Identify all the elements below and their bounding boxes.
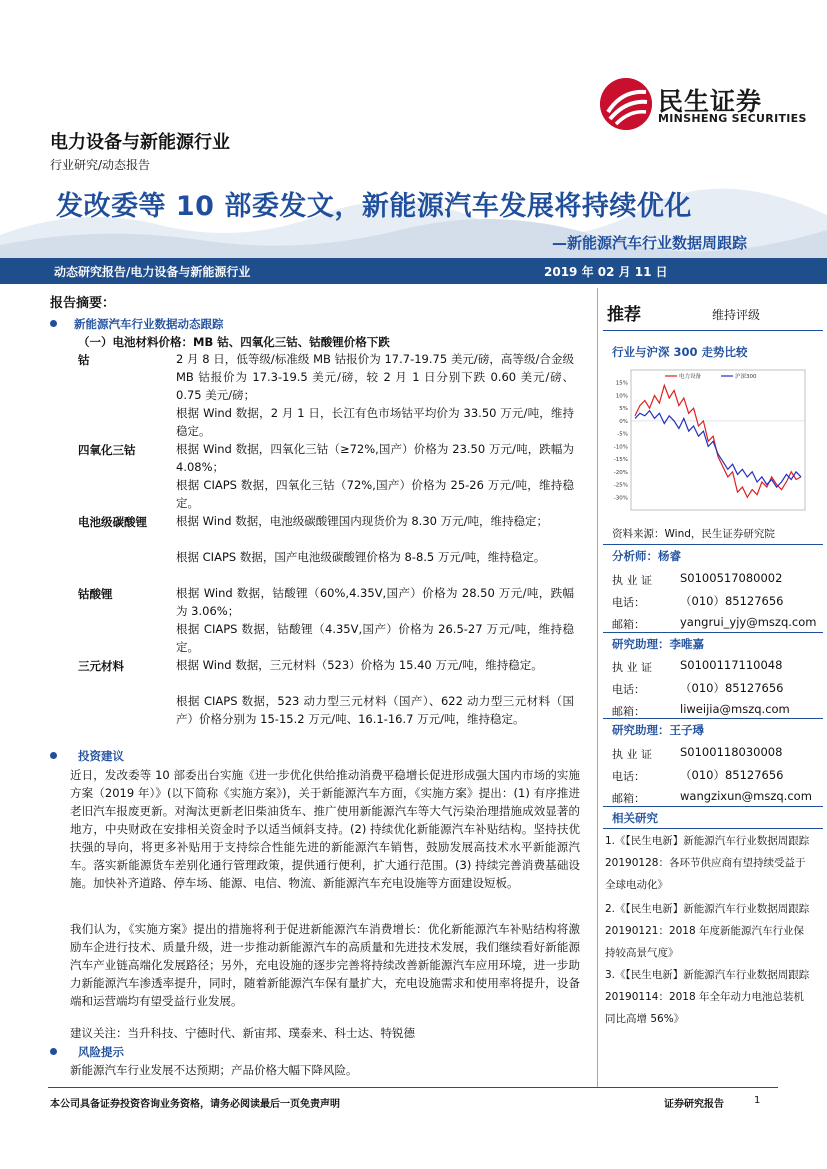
summary-title: 报告摘要： [50, 296, 116, 311]
related-report-link[interactable]: 2.《【民生电新】新能源汽车行业数据周跟踪 20190121：2018 年度新能源汽车行业保持较高景气度》 [605, 903, 810, 959]
tel-label: 电话： [612, 770, 645, 783]
footer-divider [48, 1087, 778, 1088]
legend-label: 沪深300 [735, 374, 757, 380]
y-tick-label: 15% [615, 380, 628, 387]
rating-value: 维持评级 [712, 308, 761, 322]
page-title: 发改委等 10 部委发文，新能源汽车发展将持续优化 [56, 191, 692, 222]
analyst-divider [603, 632, 823, 633]
analyst-role: 分析师：杨睿 [612, 549, 681, 563]
tel-number: （010）85127656 [680, 768, 784, 782]
logo-brand-en: MINSHENG SECURITIES [658, 112, 807, 125]
item-paragraph: 根据 CIAPS 数据，四氧化三钴（72%,国产）价格为 25-26 万元/吨，维持稳定。 [176, 478, 574, 510]
cert-number: S0100118030008 [680, 745, 783, 759]
bullet-dot-icon [50, 320, 57, 327]
analyst-role: 研究助理：李唯嘉 [612, 637, 704, 651]
related-research-title: 相关研究 [612, 811, 658, 825]
item-label: 三元材料 [78, 659, 124, 673]
cert-label: 执 业 证 [612, 574, 652, 587]
item-label: 钴酸锂 [78, 587, 113, 601]
item-label: 钴 [78, 353, 90, 367]
item-label: 电池级碳酸锂 [78, 515, 147, 529]
mail-label: 邮箱： [612, 705, 645, 718]
subsection-heading-prices: （一）电池材料价格：MB 钴、四氧化三钴、钴酸锂价格下跌 [78, 335, 390, 349]
analyst-divider [603, 544, 823, 545]
y-tick-label: -30% [613, 495, 628, 502]
chart-source: 资料来源：Wind，民生证券研究院 [612, 528, 775, 540]
item-paragraph: 根据 Wind 数据，电池级碳酸锂国内现货价为 8.30 万元/吨，维持稳定； [176, 514, 549, 528]
y-tick-label: -20% [613, 469, 628, 476]
item-paragraph: 根据 Wind 数据，三元材料（523）价格为 15.40 万元/吨，维持稳定。 [176, 658, 543, 672]
risk-paragraph: 新能源汽车行业发展不达预期；产品价格大幅下降风险。 [70, 1063, 358, 1077]
industry-title: 电力设备与新能源行业 [50, 132, 230, 153]
report-type: 行业研究/动态报告 [50, 158, 151, 172]
trend-chart [605, 364, 809, 519]
page-subtitle: —新能源汽车行业数据周跟踪 [551, 234, 747, 252]
tel-label: 电话： [612, 683, 645, 696]
item-paragraph: 根据 CIAPS 数据，钴酸锂（4.35V,国产）价格为 26.5-27 万元/吨，维持稳定。 [176, 622, 574, 654]
section-heading-invest: 投资建议 [78, 749, 124, 763]
email-link[interactable]: wangzixun@mszq.com [680, 789, 812, 803]
cert-number: S0100117110048 [680, 658, 783, 672]
analyst-role: 研究助理：王子璕 [612, 723, 704, 737]
rating-divider [603, 330, 823, 331]
item-paragraph: 根据 Wind 数据，钴酸锂（60%,4.35V,国产）价格为 28.50 万元/吨，跌幅为 3.06%； [176, 586, 574, 618]
section-heading-risk: 风险提示 [78, 1045, 124, 1059]
cert-label: 执 业 证 [612, 661, 652, 674]
cert-number: S0100517080002 [680, 571, 783, 585]
analyst-divider [603, 718, 823, 719]
invest-paragraph: 近日，发改委等 10 部委出台实施《进一步优化供给推动消费平稳增长促进形成强大国内市场的实施方案（2019 年）》(以下简称《实施方案》)，关于新能源汽车方面，《实施方案》提出：(1) 有序推进老旧汽车报废更新。对淘汰更新老旧柴油货车、推广使用新能源汽车等大气污染治理措施成效显著的地方，中央财政在安排相关资金时予以适当倾斜支持。(2) 持续优化新能源汽车补贴结构。坚持扶优扶强的导向，将更多补贴用于支持综合性能先进的新能源汽车销售，鼓励发展高技术水平新能源汽车。落实新能源货车差别化通行管理政策，提供通行便利，扩大通行范围。(3) 持续完善消费基础设施。加快补齐道路、停车场、能源、电信、物流、新能源汽车充电设施等方面建设短板。 [70, 768, 580, 890]
footer-disclaimer: 本公司具备证券投资咨询业务资格，请务必阅读最后一页免责声明 [50, 1099, 340, 1110]
related-report-link[interactable]: 3.《【民生电新】新能源汽车行业数据周跟踪 20190114：2018 年全年动力电池总装机同比高增 56%》 [605, 969, 810, 1025]
mail-label: 邮箱： [612, 792, 645, 805]
item-paragraph: 根据 Wind 数据，四氧化三钴（≥72%,国产）价格为 23.50 万元/吨，跌幅为 4.08%； [176, 442, 574, 474]
company-logo [600, 78, 807, 138]
rating-label: 推荐 [607, 305, 641, 325]
chart-plot-area [631, 370, 805, 510]
cert-label: 执 业 证 [612, 748, 652, 761]
chart-title: 行业与沪深 300 走势比较 [612, 345, 748, 359]
item-paragraph: 根据 Wind 数据，2 月 1 日，长江有色市场钴平均价为 33.50 万元/吨，维持稳定。 [176, 406, 574, 438]
y-tick-label: -25% [613, 482, 628, 489]
bullet-dot-icon [50, 752, 57, 759]
logo-mark-icon [600, 78, 652, 130]
item-paragraph: 2 月 8 日，低等级/标准级 MB 钴报价为 17.7-19.75 美元/磅，高等级/合金级 MB 钴报价为 17.3-19.5 美元/磅，较 2 月 1 日分别下跌 0.60 美元/磅、0.75 美元/磅； [176, 352, 574, 402]
legend-label: 电力设备 [679, 374, 702, 380]
invest-recommendation: 建议关注：当升科技、宁德时代、新宙邦、璞泰来、科士达、特锐德 [70, 1026, 415, 1040]
y-tick-label: 0% [619, 418, 628, 425]
page-number: 1 [754, 1095, 761, 1106]
footer-label: 证券研究报告 [664, 1099, 724, 1110]
email-link[interactable]: liweijia@mszq.com [680, 702, 790, 716]
tel-number: （010）85127656 [680, 594, 784, 608]
related-divider [603, 806, 823, 807]
mail-label: 邮箱： [612, 618, 645, 631]
header-bar-category: 动态研究报告/电力设备与新能源行业 [54, 265, 251, 279]
email-link[interactable]: yangrui_yjy@mszq.com [680, 615, 817, 629]
logo-brand: 民生证券 [658, 87, 763, 116]
item-label: 四氧化三钴 [78, 443, 136, 457]
header-bar-date: 2019 年 02 月 11 日 [544, 265, 668, 279]
related-divider [603, 828, 823, 829]
item-paragraph: 根据 CIAPS 数据，523 动力型三元材料（国产）、622 动力型三元材料（国产）价格分别为 15-15.2 万元/吨、16.1-16.7 万元/吨，维持稳定。 [176, 694, 574, 726]
section-heading-tracking: 新能源汽车行业数据动态跟踪 [74, 317, 224, 331]
column-divider [597, 288, 598, 1088]
tel-number: （010）85127656 [680, 681, 784, 695]
tel-label: 电话： [612, 596, 645, 609]
y-tick-label: -15% [613, 457, 628, 464]
bullet-dot-icon [50, 1048, 57, 1055]
y-tick-label: -10% [613, 444, 628, 451]
invest-paragraph: 我们认为，《实施方案》提出的措施将利于促进新能源汽车消费增长：优化新能源汽车补贴结构将激励车企进行技术、质量升级，进一步推动新能源汽车的高质量和先进技术发展，我们继续看好新能源汽车产业链高端化发展路径；另外，充电设施的逐步完善将持续改善新能源汽车应用环境，进一步助力新能源汽车渗透率提升，同时，随着新能源汽车保有量扩大，充电设施需求和使用率将提升，设备端和运营端均有望受益行业发展。 [70, 922, 580, 1008]
related-report-link[interactable]: 1.《【民生电新】新能源汽车行业数据周跟踪 20190128：各环节供应商有望持续受益于全球电动化》 [605, 835, 810, 891]
y-tick-label: 10% [615, 393, 628, 400]
item-paragraph: 根据 CIAPS 数据，国产电池级碳酸锂价格为 8-8.5 万元/吨，维持稳定。 [176, 550, 546, 564]
y-tick-label: 5% [619, 406, 628, 413]
y-tick-label: -5% [617, 431, 628, 438]
